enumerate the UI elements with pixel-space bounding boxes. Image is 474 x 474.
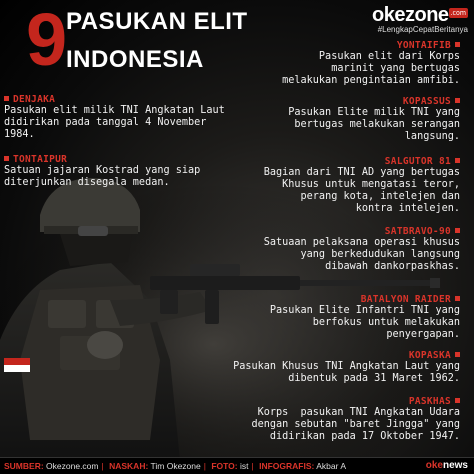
page-title-line1: PASUKAN ELIT [66,8,248,35]
brand-part-b: news [442,460,468,471]
bullet-icon [4,96,9,101]
unit-description: Bagian dari TNI AD yang bertugas Khusus untuk mengatasi teror, perang kota, intelejen dan kontra intelejen. [263,167,460,214]
unit-name: KOPASKA [408,350,451,361]
unit-batalyon-raider [270,294,460,341]
unit-description: Pasukan elit dari Korps marinit yang bertugas melakukan pengintaian amfibi. [282,51,460,86]
unit-description: Satuan jajaran Kostrad yang siap diterjunkan disegala medan. [4,165,201,188]
unit-name: TONTAIPUR [13,154,68,165]
source-value: Okezone.com [46,461,99,471]
unit-yontaifib [282,40,460,87]
photo-label: FOTO: [211,461,238,471]
okenews-logo [426,458,468,474]
page-title-line2: INDONESIA [66,46,204,73]
bullet-icon [455,158,460,163]
unit-denjaka [4,94,225,141]
script-label: NASKAH: [109,461,149,471]
photo-value: ist [240,461,249,471]
unit-name: SALGUTOR 81 [384,156,451,167]
unit-description: Pasukan elit milik TNI Angkatan Laut didirikan pada tanggal 4 November 1984. [4,105,225,140]
unit-salgutor-81 [264,156,460,215]
unit-tontaipur [4,154,200,189]
logo-word: okezone [372,4,449,26]
number-nine: 9 [26,0,66,81]
unit-name: YONTAIFIB [396,40,451,51]
credits-footer: SUMBER: Okezone.com | NASKAH: Tim Okezone | FOTO: ist | INFOGRAFIS: Akbar A okenews [0,457,474,474]
unit-description: Pasukan Elite Infantri TNI yang berfokus untuk melakukan penyergapan. [269,305,460,340]
unit-satbravo-90 [264,226,460,273]
unit-name: PASKHAS [408,396,451,407]
bullet-icon [455,98,460,103]
infographic-value: Akbar A [316,461,347,471]
unit-description: Pasukan Elite milik TNI yang bertugas melakukan serangan langsung. [288,107,460,142]
bullet-icon [455,42,460,47]
unit-name: BATALYON RAIDER [360,294,451,305]
unit-description: Pasukan Khusus TNI Angkatan Laut yang dibentuk pada 31 Maret 1962. [233,361,460,384]
bullet-icon [455,352,460,357]
bullet-icon [455,228,460,233]
logo-tagline: #LengkapCepatBeritanya [377,25,468,34]
unit-kopassus [288,96,460,143]
script-value: Tim Okezone [150,461,201,471]
unit-name: DENJAKA [13,94,56,105]
unit-kopaska [233,350,460,385]
bullet-icon [455,296,460,301]
unit-description: Korps pasukan TNI Angkatan Udara dengan sebutan "baret Jingga" yang didirikan pada 17 Oktober 1947. [251,407,460,442]
bullet-icon [455,398,460,403]
unit-name: SATBRAVO-90 [384,226,451,237]
infographic-label: INFOGRAFIS: [259,461,315,471]
okezone-logo [320,4,468,34]
brand-part-a: oke [425,460,443,471]
logo-suffix: .com [450,8,466,17]
bullet-icon [4,156,9,161]
source-label: SUMBER: [4,461,44,471]
unit-paskhas [251,396,460,443]
unit-name: KOPASSUS [402,96,451,107]
unit-description: Satuaan pelaksana operasi khusus yang berkedudukan langsung dibawah dankorpaskhas. [263,237,460,272]
